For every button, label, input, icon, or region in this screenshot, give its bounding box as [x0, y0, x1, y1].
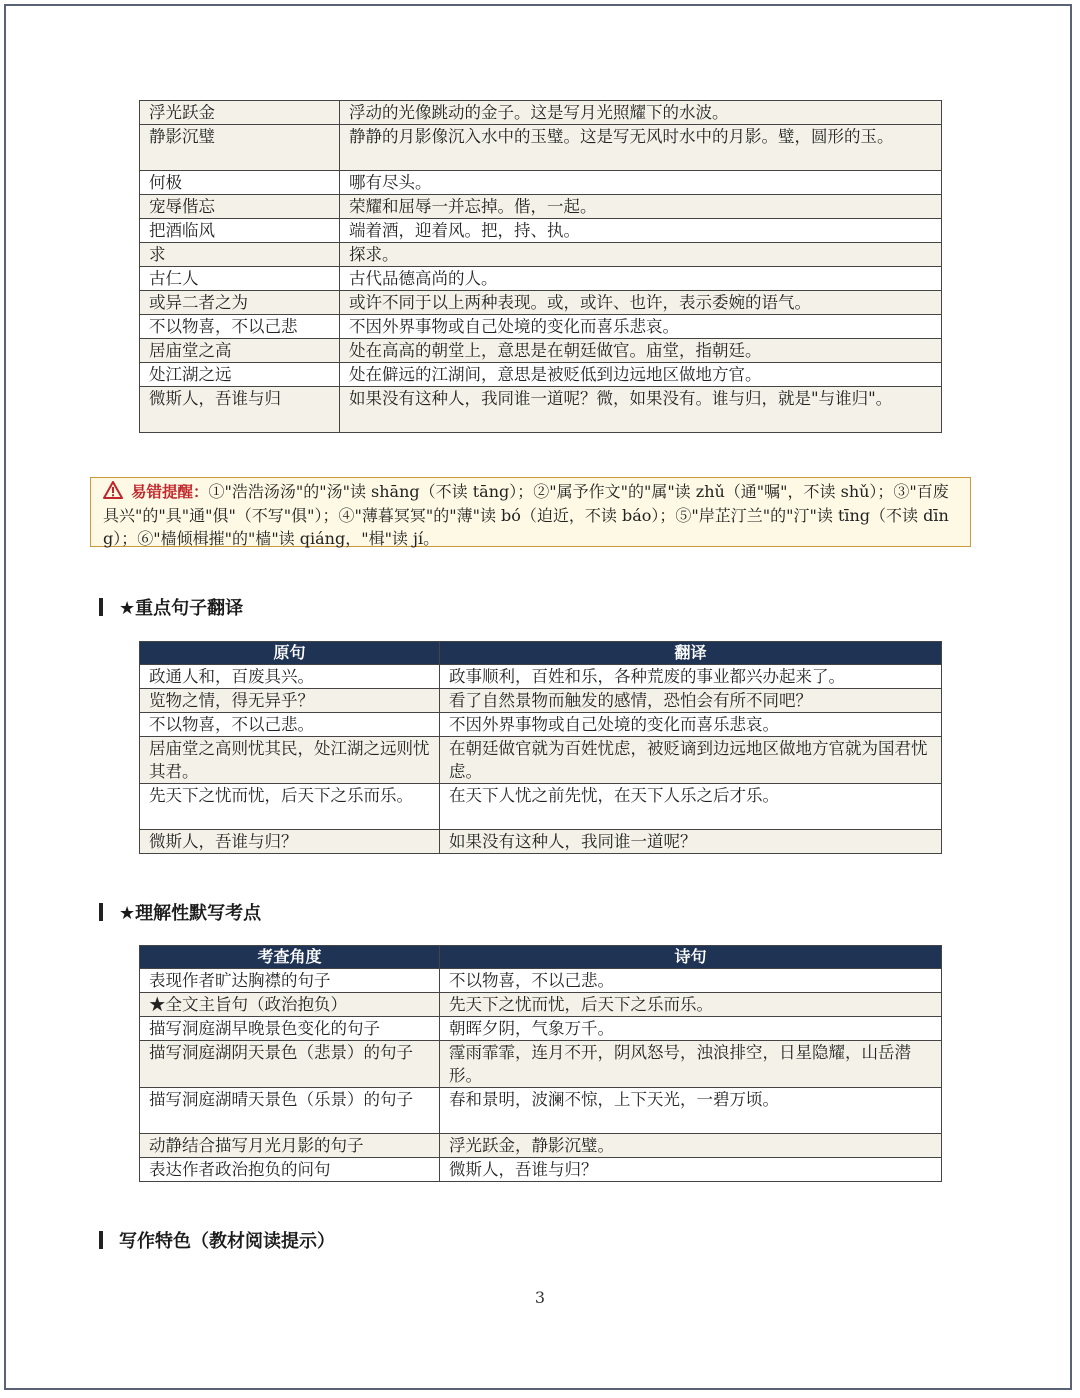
translation-text: 在朝廷做官就为百姓忧虑，被贬谪到边远地区做地方官就为国君忧虑。 — [440, 737, 942, 784]
vocab-term: 浮光跃金 — [140, 101, 340, 125]
table-row — [140, 315, 942, 339]
translation-text: 政事顺利，百姓和乐，各种荒废的事业都兴办起来了。 — [440, 665, 942, 689]
translation-text: 看了自然景物而触发的感情，恐怕会有所不同吧？ — [440, 689, 942, 713]
section-heading-text: 写作特色（教材阅读提示） — [119, 1231, 335, 1252]
table-row — [140, 291, 942, 315]
section-heading-text: ★理解性默写考点 — [119, 903, 262, 924]
vocab-meaning: 古代品德高尚的人。 — [340, 267, 942, 291]
table-row — [140, 363, 942, 387]
table-row — [140, 195, 942, 219]
vocab-term: 求 — [140, 243, 340, 267]
table-row — [140, 689, 942, 713]
table-row — [140, 243, 942, 267]
exam-angle: 描写洞庭湖阴天景色（悲景）的句子 — [140, 1041, 440, 1088]
section-bar — [99, 598, 103, 616]
table-header-row — [140, 642, 942, 665]
table-row — [140, 101, 942, 125]
original-sentence: 居庙堂之高则忧其民，处江湖之远则忧其君。 — [140, 737, 440, 784]
table-header-row — [140, 946, 942, 969]
table-row — [140, 1134, 942, 1158]
dictation-table — [139, 945, 942, 1182]
verse-text: 春和景明，波澜不惊，上下天光，一碧万顷。 — [440, 1088, 942, 1134]
original-sentence: 不以物喜，不以己悲。 — [140, 713, 440, 737]
verse-text: 先天下之忧而忧，后天下之乐而乐。 — [440, 993, 942, 1017]
exam-angle: 动静结合描写月光月影的句子 — [140, 1134, 440, 1158]
translation-table — [139, 641, 942, 854]
vocab-term: 古仁人 — [140, 267, 340, 291]
table-row — [140, 1017, 942, 1041]
vocab-term: 何极 — [140, 171, 340, 195]
vocab-term: 处江湖之远 — [140, 363, 340, 387]
translation-text: 不因外界事物或自己处境的变化而喜乐悲哀。 — [440, 713, 942, 737]
original-sentence: 先天下之忧而忧，后天下之乐而乐。 — [140, 784, 440, 830]
warning-triangle-icon — [103, 481, 123, 499]
table-row — [140, 713, 942, 737]
vocab-term: 居庙堂之高 — [140, 339, 340, 363]
table-row — [140, 387, 942, 433]
error-reminder-text: ①"浩浩汤汤"的"汤"读 shāng（不读 tāng）；②"属予作文"的"属"读 zhǔ（通"嘱"，不读 shǔ）；③"百废具兴"的"具"通"俱"（不写"俱"）；④"薄暮冥冥"的"薄"读 bó（迫近，不读 báo）；⑤"岸芷汀兰"的"汀"读 tīng（不读 dīng）；⑥"樯倾楫摧"的"樯"读 qiáng，"楫"读 jí。 — [103, 482, 949, 548]
vocab-meaning: 如果没有这种人，我同谁一道呢？微，如果没有。谁与归，就是"与谁归"。 — [340, 387, 942, 433]
translation-text: 在天下人忧之前先忧，在天下人乐之后才乐。 — [440, 784, 942, 830]
vocab-meaning: 处在高高的朝堂上，意思是在朝廷做官。庙堂，指朝廷。 — [340, 339, 942, 363]
original-sentence: 览物之情，得无异乎？ — [140, 689, 440, 713]
section-heading-text: ★重点句子翻译 — [119, 598, 244, 619]
table-row — [140, 219, 942, 243]
section-heading-dictation — [99, 901, 261, 923]
table-row — [140, 1158, 942, 1182]
column-header: 翻译 — [440, 642, 942, 665]
table-row — [140, 1088, 942, 1134]
error-reminder-box — [90, 477, 971, 547]
translation-text: 如果没有这种人，我同谁一道呢？ — [440, 830, 942, 854]
verse-text: 霪雨霏霏，连月不开，阴风怒号，浊浪排空，日星隐耀，山岳潜形。 — [440, 1041, 942, 1088]
exam-angle: ★全文主旨句（政治抱负） — [140, 993, 440, 1017]
vocab-meaning: 不因外界事物或自己处境的变化而喜乐悲哀。 — [340, 315, 942, 339]
page-number: 3 — [534, 1288, 546, 1307]
vocab-term: 宠辱偕忘 — [140, 195, 340, 219]
exam-angle: 描写洞庭湖早晚景色变化的句子 — [140, 1017, 440, 1041]
table-row — [140, 171, 942, 195]
verse-text: 微斯人，吾谁与归？ — [440, 1158, 942, 1182]
original-sentence: 微斯人，吾谁与归？ — [140, 830, 440, 854]
vocab-meaning: 或许不同于以上两种表现。或，或许、也许，表示委婉的语气。 — [340, 291, 942, 315]
error-reminder-label: 易错提醒： — [131, 483, 209, 501]
vocab-table — [139, 100, 942, 433]
verse-text: 朝晖夕阴，气象万千。 — [440, 1017, 942, 1041]
column-header: 考查角度 — [140, 946, 440, 969]
table-row — [140, 267, 942, 291]
section-bar — [99, 1231, 103, 1249]
original-sentence: 政通人和，百废具兴。 — [140, 665, 440, 689]
verse-text: 不以物喜，不以己悲。 — [440, 969, 942, 993]
section-heading-writing — [99, 1229, 335, 1251]
vocab-meaning: 探求。 — [340, 243, 942, 267]
exam-angle: 表达作者政治抱负的问句 — [140, 1158, 440, 1182]
table-row — [140, 665, 942, 689]
section-bar — [99, 903, 103, 921]
vocab-term: 把酒临风 — [140, 219, 340, 243]
verse-text: 浮光跃金，静影沉璧。 — [440, 1134, 942, 1158]
vocab-meaning: 荣耀和屈辱一并忘掉。偕，一起。 — [340, 195, 942, 219]
vocab-term: 或异二者之为 — [140, 291, 340, 315]
vocab-term: 静影沉璧 — [140, 125, 340, 171]
exam-angle: 表现作者旷达胸襟的句子 — [140, 969, 440, 993]
table-row — [140, 125, 942, 171]
vocab-meaning: 处在僻远的江湖间，意思是被贬低到边远地区做地方官。 — [340, 363, 942, 387]
table-row — [140, 993, 942, 1017]
table-row — [140, 1041, 942, 1088]
vocab-meaning: 浮动的光像跳动的金子。这是写月光照耀下的水波。 — [340, 101, 942, 125]
table-row — [140, 969, 942, 993]
table-row — [140, 339, 942, 363]
table-row — [140, 737, 942, 784]
vocab-meaning: 端着酒，迎着风。把，持、执。 — [340, 219, 942, 243]
vocab-term: 不以物喜，不以己悲 — [140, 315, 340, 339]
column-header: 诗句 — [440, 946, 942, 969]
vocab-meaning: 哪有尽头。 — [340, 171, 942, 195]
vocab-term: 微斯人，吾谁与归 — [140, 387, 340, 433]
table-row — [140, 784, 942, 830]
exam-angle: 描写洞庭湖晴天景色（乐景）的句子 — [140, 1088, 440, 1134]
vocab-meaning: 静静的月影像沉入水中的玉璧。这是写无风时水中的月影。璧，圆形的玉。 — [340, 125, 942, 171]
table-row — [140, 830, 942, 854]
section-heading-translation — [99, 596, 243, 618]
column-header: 原句 — [140, 642, 440, 665]
